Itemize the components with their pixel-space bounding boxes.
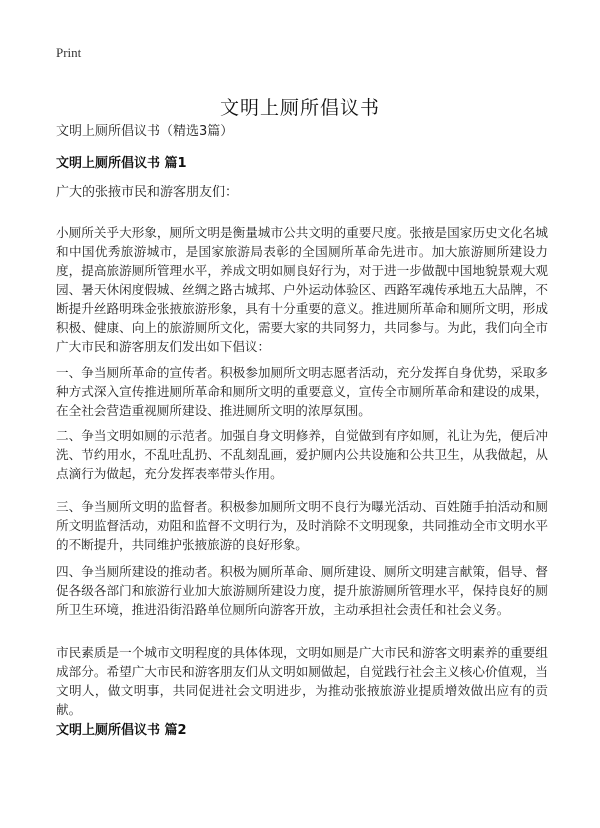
paragraph-proposal-4: 四、争当厕所建设的推动者。积极为厕所革命、厕所建设、厕所文明建言献策，倡导、督促各级各部门和旅游行业加大旅游厕所建设力度，提升旅游厕所管理水平，保持良好的厕所卫生环境，推进沿街沿路单位厕所向游客开放，主动承担社会责任和社会义务。 <box>56 563 548 617</box>
section-heading-2: 文明上厕所倡议书 篇2 <box>56 723 187 738</box>
document-title: 文明上厕所倡议书 <box>219 96 380 119</box>
greeting: 广大的张掖市民和游客朋友们： <box>56 185 239 200</box>
paragraph-proposal-1: 一、争当厕所革命的宣传者。积极参加厕所文明志愿者活动，充分发挥自身优势，采取多种方式深入宣传推进厕所革命和厕所文明的重要意义，宣传全市厕所革命和建设的成果，在全社会营造重视厕所建设、推进厕所文明的浓厚氛围。 <box>56 364 548 418</box>
paragraph-proposal-3: 三、争当厕所文明的监督者。积极参加厕所文明不良行为曝光活动、百姓随手拍活动和厕所文明监督活动，劝阻和监督不文明行为，及时消除不文明现象，共同推动全市文明水平的不断提升，共同维护张掖旅游的良好形象。 <box>56 498 548 552</box>
paragraph-intro: 小厕所关乎大形象，厕所文明是衡量城市公共文明的重要尺度。张掖是国家历史文化名城和中国优秀旅游城市，是国家旅游局表彰的全国厕所革命先进市。加大旅游厕所建设力度，提高旅游厕所管理水平，养成文明如厕良好行为，对于进一步做靓中国地貌景观大观园、暑天休闲度假城、丝绸之路古城邦、户外运动体验区、西路军魂传承地五大品牌，不断提升丝路明珠金张掖旅游形象，具有十分重要的意义。推进厕所革命和厕所文明，形成积极、健康、向上的旅游厕所文化，需要大家的共同努力，共同参与。为此，我们向全市广大市民和游客朋友们发出如下倡议： <box>56 224 548 354</box>
document-subtitle: 文明上厕所倡议书（精选3篇） <box>56 124 234 139</box>
paragraph-proposal-2: 二、争当文明如厕的示范者。加强自身文明修养，自觉做到有序如厕，礼让为先，便后冲洗、节约用水，不乱吐乱扔、不乱刻乱画，爱护厕内公共设施和公共卫生，从我做起，从点滴行为做起，充分发挥表率带头作用。 <box>56 427 548 481</box>
paragraph-closing: 市民素质是一个城市文明程度的具体体现，文明如厕是广大市民和游客文明素养的重要组成部分。希望广大市民和游客朋友们从文明如厕做起，自觉践行社会主义核心价值观，当文明人，做文明事，共同促进社会文明进步，为推动张掖旅游业提质增效做出应有的贡献。 <box>56 644 548 717</box>
section-heading-1: 文明上厕所倡议书 篇1 <box>56 156 187 171</box>
print-label[interactable]: Print <box>56 45 82 60</box>
